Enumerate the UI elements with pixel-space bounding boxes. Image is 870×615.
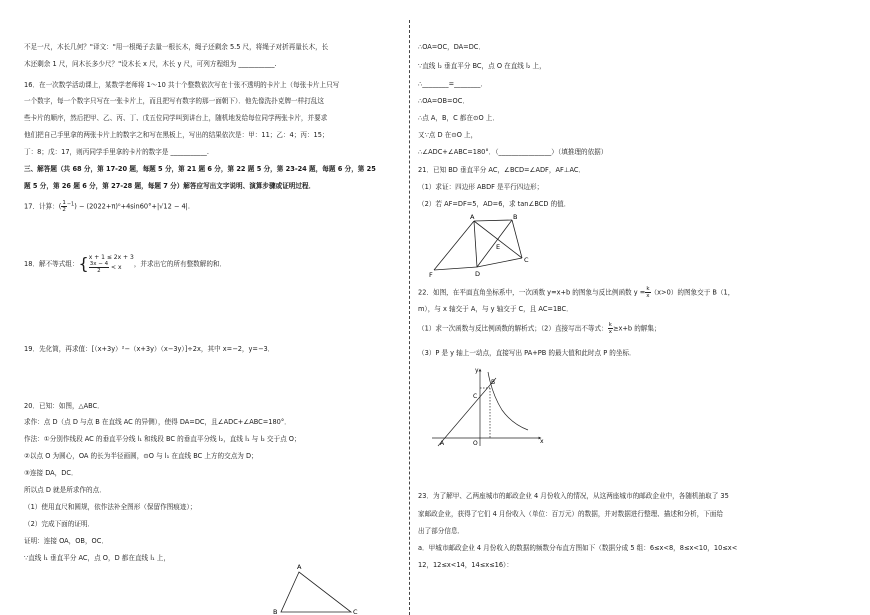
q16-line-1: 16．在一次数学活动课上，某数学老师将 1～10 共十个整数依次写在十张不透明的卡片上（每张卡片上只写 [24,81,340,89]
q22-line-1a: 22．如图，在平面直角坐标系中，一次函数 y=x+b 的图象与反比例函数 y = [418,288,646,297]
q17-exp: −1 [66,201,75,208]
column-divider [409,20,410,615]
q23-line-1: 23．为了解甲、乙两座城市的邮政企业 4 月份收入的情况，从这两座城市的邮政企业中，各随机抽取了 35 [418,492,729,500]
seg-ab [474,220,512,221]
q21-figure [422,212,552,280]
q20-line-10: ∵直线 l₁ 垂直平分 AC，点 O，D 都在直线 l₁ 上， [24,554,170,562]
q15-tail-line-2: 木还剩余 1 尺，问木长多少尺？"设木长 x 尺，木长 y 尺，可列方程组为 ___________. [24,60,277,68]
q20-line-8: （2）完成下面的证明． [24,520,95,528]
q16-line-2: 一个数字，每一个数字只写在一张卡片上，而且把写有数字的那一面朝下）．他先像洗扑克牌一样打乱这 [24,97,325,105]
tri-label-c: C [353,608,358,615]
q19-line: 19．先化简，再求值：[（x+3y）²−（x+3y）（x−3y）]÷2x，其中 x=−2，y=−3． [24,345,275,353]
q18-eq1: x + 1 ≤ 2x + 3 [88,254,134,261]
q18-eq2-num: 3x − 4 [89,261,109,267]
q22-line-4: （3）P 是 y 轴上一动点，直接写出 PA+PB 的最大值和此时点 P 的坐标． [418,349,636,357]
q20-line-3: 作法：①分别作线段 AC 的垂直平分线 l₁ 和线段 BC 的垂直平分线 l₂，直线 l₁ 与 l₂ 交于点 O； [24,435,301,443]
q16-line-5: 丁：8；戊：17，则丙同学手里拿的卡片的数字是 ___________. [24,148,209,156]
q21-line-2: （1）求证：四边形 ABDF 是平行四边形； [418,183,544,191]
q17-frac-num: 1 [62,200,66,206]
seg-af [434,221,474,270]
fig21-label-a: A [470,213,475,221]
q22-frac-3-num: k [608,322,612,328]
q20-line-9: 证明：连接 OA，OB，OC． [24,537,108,545]
q21-line-3: （2）若 AF=DF=5，AD=6，求 tan∠BCD 的值． [418,200,571,208]
q17-label: 17．计算： [24,202,59,211]
tri-label-b: B [273,608,278,615]
fig22-label-o: O [473,440,478,447]
seg-ad [474,221,477,267]
q18-brace: { [78,254,89,273]
proof-line-1: ∴OA=OC，DA=DC． [418,43,485,51]
q22-frac-3-den: x [608,329,612,335]
seg-ac [474,221,522,258]
q23-line-3: 出了部分信息． [418,527,465,535]
q17-open: ( [58,202,62,211]
right-column [418,0,828,615]
q22-line-2: m），与 x 轴交于 A，与 y 轴交于 C，且 AC=1BC． [418,305,573,313]
proof-line-5: ∴点 A，B，C 都在⊙O 上． [418,114,499,122]
q20-line-1: 20．已知：如图，△ABC． [24,402,104,410]
q22-coordinate-figure [428,364,548,448]
q18-eq2-frac [89,261,109,274]
q20-line-5: ③连接 DA，DC． [24,469,78,477]
q23-line-4: a．甲城市邮政企业 4 月份收入的数据的频数分布直方图如下（数据分成 5 组：6≤x<8，8≤x<10，10≤x< [418,544,738,552]
section3-heading-2: 题 5 分，第 26 题 6 分，第 27-28 题，每题 7 分）解答应写出文字说明、演算步骤或证明过程． [24,182,316,190]
proof-line-4: ∴OA=OB=OC． [418,97,469,105]
fig22-label-x: x [540,438,544,445]
q20-line-4: ②以点 O 为圆心，OA 的长为半径画圆，⊙O 与 l₁ 在直线 BC 上方的交点为 D； [24,452,258,460]
q17-line [24,200,190,213]
fig21-label-d: D [475,270,481,278]
triangle-abc-figure [269,560,389,615]
fig22-label-c: C [473,393,478,400]
q22-line-1b: （x>0）的图象交于 B（1， [650,288,735,297]
q22-frac-1-den: x [646,293,650,299]
q18-eq2-den: 2 [97,268,101,274]
fig21-label-f: F [429,271,433,279]
q18-system [89,254,134,274]
q16-line-4: 他们把自己手里拿的两张卡片上的数字之和写在黑板上，写出的结果依次是：甲：11；乙：4；丙：15； [24,131,329,139]
q18-line [24,254,226,274]
proof-line-3: ∴________=________． [418,80,488,88]
q22-line-3b: ≥x+b 的解集； [612,324,661,333]
q21-line-1: 21．已知 BD 垂直平分 AC，∠BCD=∠ADF，AF⊥AC． [418,166,586,174]
triangle-abc [281,572,351,612]
q15-tail-line-1: 不足一尺，木长几何？"译文："用一根绳子去量一根长木，绳子还剩余 5.5 尺，将绳子对折再量长木，长 [24,43,329,51]
fig22-label-b: B [491,379,496,386]
q18-tail: ，并求出它的所有整数解的和． [133,260,227,268]
q20-line-6: 所以点 D 就是所求作的点． [24,486,106,494]
q22-frac-1-num: k [646,286,650,292]
fig21-label-c: C [524,256,529,264]
seg-bc [512,220,522,258]
q16-line-3: 些卡片的顺序，然后把甲、乙、丙、丁、戊五位同学叫到讲台上，随机地发给每位同学两张卡片，并要求 [24,114,328,122]
tri-label-a: A [297,563,302,571]
q23-line-5: 12，12≤x<14，14≤x≤16）： [418,561,513,569]
q17-frac-den: 2 [62,207,66,213]
fig21-label-b: B [513,213,518,221]
seg-fd [434,267,477,270]
proof-line-6: 又∵点 D 在⊙O 上， [418,131,478,139]
q20-line-7: （1）使用直尺和圆规，依作法补全图形（保留作图痕迹）； [24,503,197,511]
proof-line-7: ∴∠ADC+∠ABC=180°．（________________）（填推理的依据） [418,148,608,156]
left-column [24,0,404,615]
q22-line-1 [418,286,734,299]
q18-eq2-rhs: < x [111,264,122,271]
q17-rest: ) − (2022+π)⁰+4sin60°+|√12 − 4|. [74,202,190,211]
q22-line-3 [418,322,661,335]
q22-line-3a: （1）求一次函数与反比例函数的解析式；（2）直接写出不等式： [418,324,608,333]
seg-dc [477,258,522,267]
fig21-label-e: E [496,243,501,251]
proof-line-2: ∵直线 l₂ 垂直平分 BC，点 O 在直线 l₂ 上， [418,62,546,70]
fig22-label-a: A [440,440,445,447]
q23-line-2: 家邮政企业，获得了它们 4 月份收入（单位：百万元）的数据，并对数据进行整理、描述和分析，下面给 [418,510,724,518]
q20-line-2: 求作：点 D（点 D 与点 B 在直线 AC 的异侧），使得 DA=DC，且∠ADC+∠ABC=180°． [24,418,291,426]
section3-heading-1: 三、解答题（共 68 分，第 17-20 题，每题 5 分，第 21 题 6 分，第 22 题 5 分，第 23-24 题，每题 6 分，第 25 [24,165,376,173]
fig22-label-y: y [475,367,479,374]
q18-label: 18．解不等式组： [24,260,79,268]
